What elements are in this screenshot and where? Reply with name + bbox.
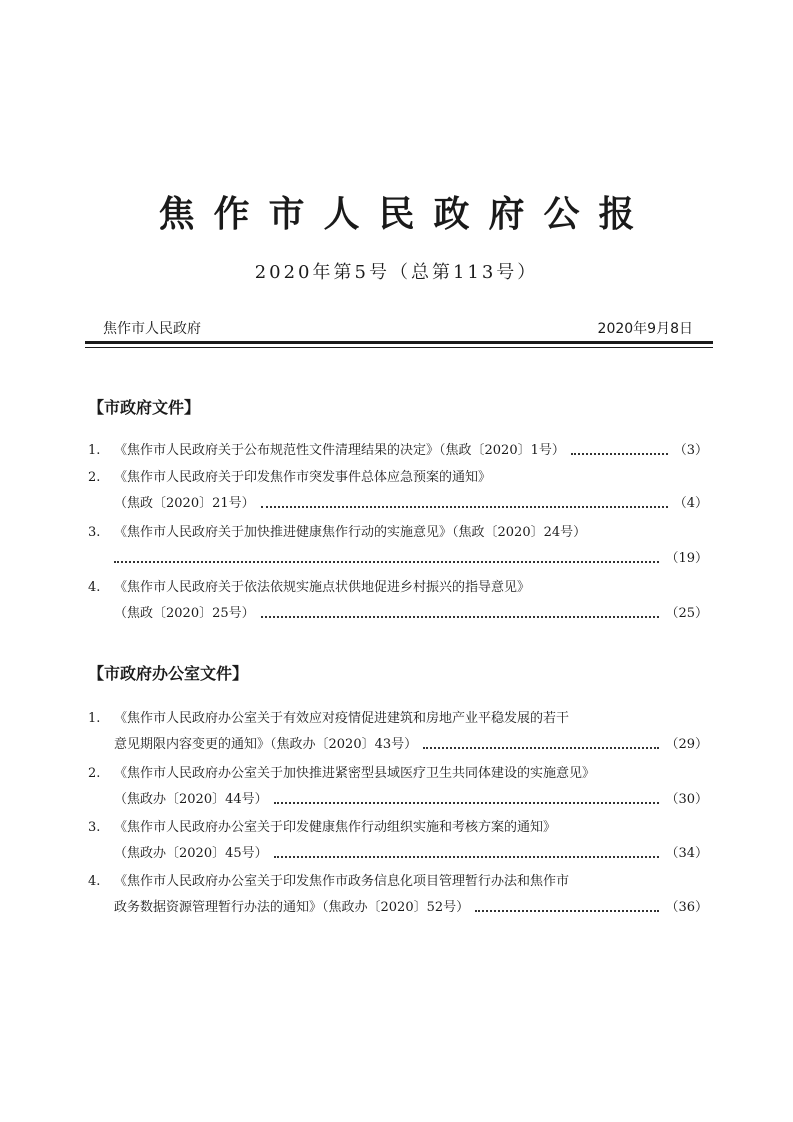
section-heading-office: 【市政府办公室文件】 xyxy=(88,664,249,683)
toc-entry-line xyxy=(88,732,708,758)
toc-entry-line xyxy=(88,706,708,732)
toc-entry-number: 2. xyxy=(88,470,101,485)
header-rule-thin xyxy=(85,347,713,348)
toc-entry-page: （30） xyxy=(665,792,708,807)
gazette-title: 焦作市人民政府公报 xyxy=(158,194,654,235)
toc-entry[interactable] xyxy=(88,438,708,464)
toc-entry-title: 《焦作市人民政府办公室关于印发焦作市政务信息化项目管理暂行办法和焦作市 xyxy=(114,874,570,889)
toc-entry-doc-number: （焦政〔2020〕21号） xyxy=(114,496,255,511)
toc-entry-page: （36） xyxy=(665,900,708,915)
dot-leader xyxy=(423,747,659,749)
toc-entry-title-cont: 政务数据资源管理暂行办法的通知》（焦政办〔2020〕52号） xyxy=(114,900,470,915)
header-rule-thick xyxy=(85,341,713,344)
publication-date: 2020年9月8日 xyxy=(597,321,693,337)
toc-entry-line xyxy=(88,841,708,867)
toc-entry-doc-number: （焦政办〔2020〕45号） xyxy=(114,846,268,861)
toc-entry-line xyxy=(88,787,708,813)
toc-entry-number: 4. xyxy=(88,580,101,595)
toc-entry[interactable] xyxy=(88,520,708,572)
toc-entry-page: （34） xyxy=(665,846,708,861)
dot-leader xyxy=(274,856,660,858)
toc-entry[interactable] xyxy=(88,575,708,627)
toc-entry-line xyxy=(88,895,708,921)
toc-entry[interactable] xyxy=(88,815,708,867)
issuer-name: 焦作市人民政府 xyxy=(103,321,201,337)
toc-entry-page: （4） xyxy=(673,496,708,511)
toc-entry-number: 4. xyxy=(88,874,101,889)
dot-leader xyxy=(475,910,659,912)
toc-entry-page: （19） xyxy=(665,551,708,566)
dot-leader xyxy=(114,561,659,563)
toc-entry[interactable] xyxy=(88,465,708,517)
toc-entry-title-cont: 意见期限内容变更的通知》（焦政办〔2020〕43号） xyxy=(114,737,418,752)
dot-leader xyxy=(261,616,660,618)
toc-entry-title: 《焦作市人民政府办公室关于有效应对疫情促进建筑和房地产业平稳发展的若干 xyxy=(114,711,570,726)
toc-entry-page: （3） xyxy=(673,443,708,458)
issue-number: 2020年第5号（总第113号） xyxy=(254,262,539,283)
toc-entry-line xyxy=(88,491,708,517)
toc-entry-title: 《焦作市人民政府办公室关于加快推进紧密型县域医疗卫生共同体建设的实施意见》 xyxy=(114,766,596,781)
toc-entry-title: 《焦作市人民政府关于加快推进健康焦作行动的实施意见》（焦政〔2020〕24号） xyxy=(114,525,587,540)
section-heading-government: 【市政府文件】 xyxy=(88,398,201,417)
toc-entry-page: （25） xyxy=(665,606,708,621)
dot-leader xyxy=(274,802,660,804)
toc-entry-line xyxy=(88,575,708,601)
toc-entry-line xyxy=(88,438,708,464)
toc-entry-doc-number: （焦政〔2020〕25号） xyxy=(114,606,255,621)
toc-entry-line xyxy=(88,520,708,546)
toc-entry-number: 3. xyxy=(88,525,101,540)
toc-entry-line xyxy=(88,869,708,895)
toc-entry-title: 《焦作市人民政府关于依法依规实施点状供地促进乡村振兴的指导意见》 xyxy=(114,580,531,595)
toc-entry-page: （29） xyxy=(665,737,708,752)
masthead-info-row xyxy=(103,318,693,340)
toc-entry-line xyxy=(88,761,708,787)
toc-entry-number: 3. xyxy=(88,820,101,835)
toc-entry[interactable] xyxy=(88,761,708,813)
toc-entry-number: 2. xyxy=(88,766,101,781)
toc-entry-line xyxy=(88,465,708,491)
toc-entry-doc-number: （焦政办〔2020〕44号） xyxy=(114,792,268,807)
toc-entry-title: 《焦作市人民政府关于公布规范性文件清理结果的决定》（焦政〔2020〕1号） xyxy=(114,443,565,458)
dot-leader xyxy=(571,453,668,455)
toc-entry-number: 1. xyxy=(88,443,101,458)
toc-entry[interactable] xyxy=(88,706,708,758)
toc-entry-line xyxy=(88,815,708,841)
toc-entry-line xyxy=(88,601,708,627)
toc-entry-title: 《焦作市人民政府关于印发焦作市突发事件总体应急预案的通知》 xyxy=(114,470,492,485)
toc-entry[interactable] xyxy=(88,869,708,921)
dot-leader xyxy=(261,506,668,508)
toc-entry-line xyxy=(88,546,708,572)
toc-entry-title: 《焦作市人民政府办公室关于印发健康焦作行动组织实施和考核方案的通知》 xyxy=(114,820,557,835)
toc-entry-number: 1. xyxy=(88,711,101,726)
